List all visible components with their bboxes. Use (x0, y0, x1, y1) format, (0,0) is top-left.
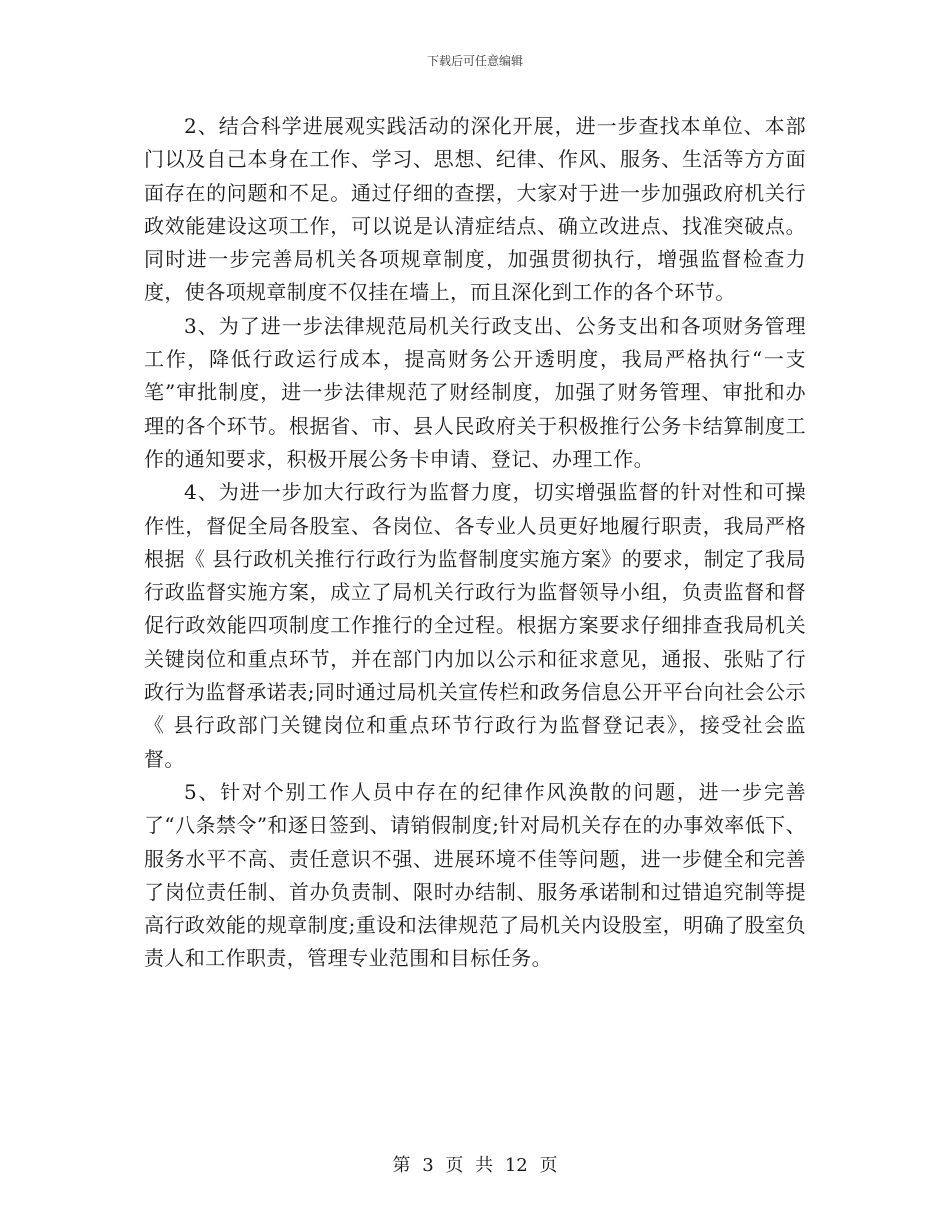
paragraph-5: 5、针对个别工作人员中存在的纪律作风涣散的问题，进一步完善了“八条禁令”和逐日签到、请销假制度;针对局机关存在的办事效率低下、服务水平不高、责任意识不强、进展环境不佳等问题，进一步健全和完善了岗位责任制、首办负责制、限时办结制、服务承诺制和过错追究制等提高行政效能的规章制度;重设和法律规范了局机关内设股室，明确了股室负责人和工作职责，管理专业范围和目标任务。 (144, 779, 806, 971)
paragraph-3: 3、为了进一步法律规范局机关行政支出、公务支出和各项财务管理工作，降低行政运行成本，提高财务公开透明度，我局严格执行“一支笔”审批制度，进一步法律规范了财经制度，加强了财务管理、审批和办理的各个环节。根据省、市、县人民政府关于积极推行公务卡结算制度工作的通知要求，积极开展公务卡申请、登记、办理工作。 (144, 313, 806, 471)
paragraph-4: 4、为进一步加大行政行为监督力度，切实增强监督的针对性和可操作性，督促全局各股室、各岗位、各专业人员更好地履行职责，我局严格根据《 县行政机关推行行政行为监督制度实施方案》的要求，制定了我局行政监督实施方案，成立了局机关行政行为监督领导小组，负责监督和督促行政效能四项制度工作推行的全过程。根据方案要求仔细排查我局机关关键岗位和重点环节，并在部门内加以公示和征求意见，通报、张贴了行政行为监督承诺表;同时通过局机关宣传栏和政务信息公开平台向社会公示《 县行政部门关键岗位和重点环节行政行为监督登记表》，接受社会监督。 (144, 480, 806, 771)
page-header-note: 下载后可任意编辑 (426, 54, 523, 68)
paragraph-2: 2、结合科学进展观实践活动的深化开展，进一步查找本单位、本部门以及自己本身在工作、学习、思想、纪律、作风、服务、生活等方方面面存在的问题和不足。通过仔细的查摆，大家对于进一步加强政府机关行政效能建设这项工作，可以说是认清症结点、确立改进点、找准突破点。同时进一步完善局机关各项规章制度，加强贯彻执行，增强监督检查力度，使各项规章制度不仅挂在墙上，而且深化到工作的各个环节。 (144, 114, 806, 305)
page-number-footer: 第 3 页 共 12 页 (392, 1155, 558, 1176)
document-body (144, 110, 806, 976)
